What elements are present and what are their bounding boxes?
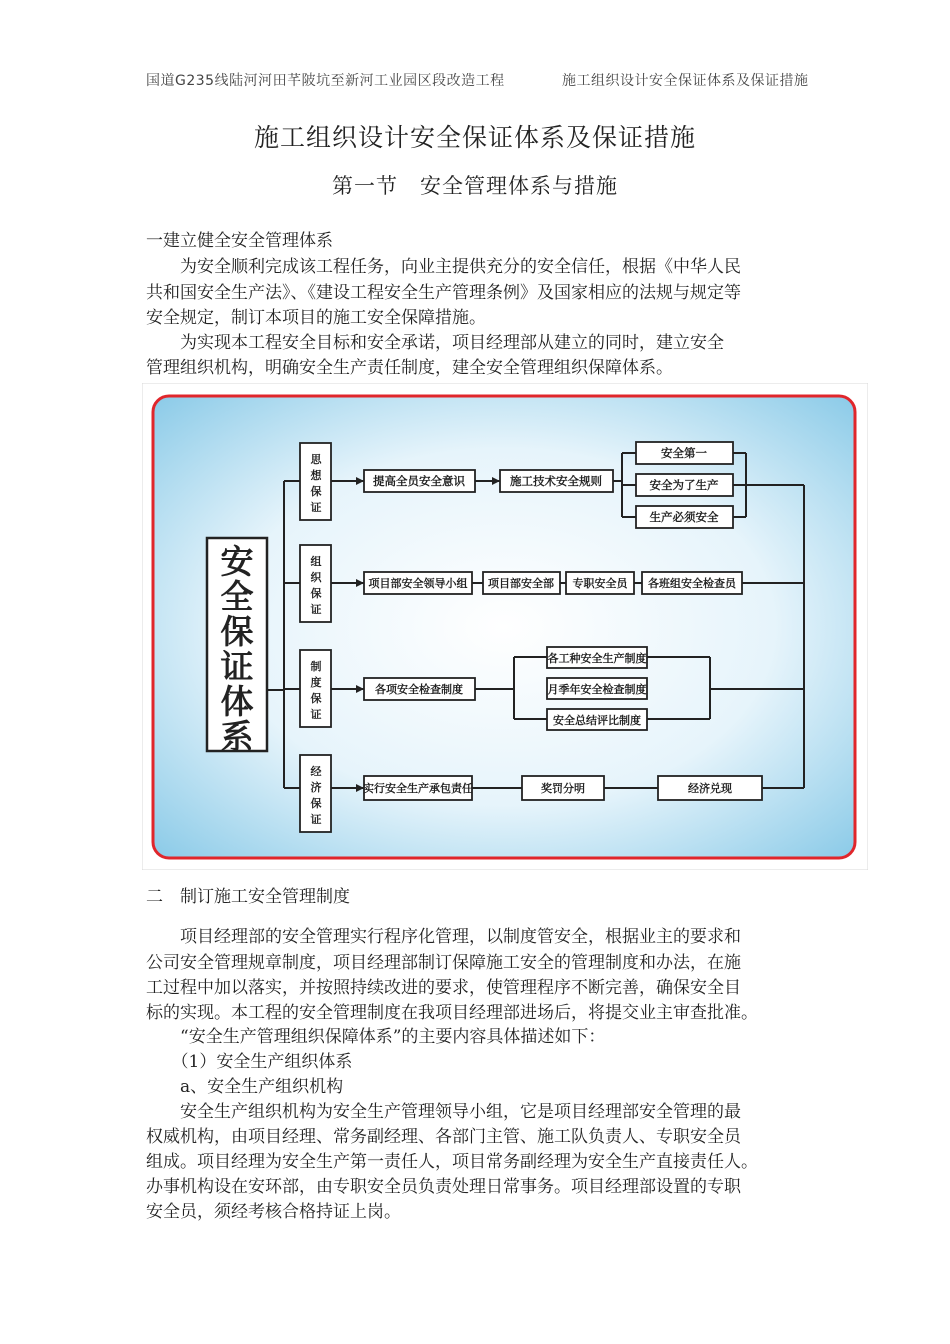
section2-p3-line1: 安全生产组织机构为安全生产管理领导小组，它是项目经理部安全管理的最 xyxy=(146,1102,741,1122)
section2-item-a: a、安全生产组织机构 xyxy=(146,1077,344,1097)
branch-char: 证 xyxy=(310,501,322,514)
node-rewards-penalties-label: 奖罚分明 xyxy=(541,782,585,795)
section1-p1-line3: 安全规定，制订本项目的施工安全保障措施。 xyxy=(146,308,486,328)
section2-p1-line3: 工过程中加以落实，并按照持续改进的要求，使管理程序不断完善，确保安全目 xyxy=(146,978,741,998)
section2-p1-line1: 项目经理部的安全管理实行程序化管理，以制度管安全，根据业主的要求和 xyxy=(146,927,741,947)
branch-char: 经 xyxy=(310,765,322,778)
section1-p2-line1: 为实现本工程安全目标和安全承诺，项目经理部从建立的同时，建立安全 xyxy=(146,333,724,353)
section2-p3-line4: 办事机构设在安环部，由专职安全员负责处理日常事务。项目经理部设置的专职 xyxy=(146,1177,741,1197)
node-technical-rules-label: 施工技术安全规则 xyxy=(510,474,602,488)
main-label-char: 体 xyxy=(220,682,254,721)
node-team-inspector-label: 各班组安全检查员 xyxy=(648,577,736,590)
header-right: 施工组织设计安全保证体系及保证措施 xyxy=(562,73,809,89)
leaf-label: 生产必须安全 xyxy=(649,510,719,524)
leaf-label: 安全总结评比制度 xyxy=(553,714,641,727)
branch-char: 保 xyxy=(310,485,322,498)
section2-heading: 二 制订施工安全管理制度 xyxy=(146,887,350,907)
node-improve-awareness-label: 提高全员安全意识 xyxy=(373,474,465,488)
branch-char: 济 xyxy=(310,781,322,794)
branch-char: 保 xyxy=(310,587,322,600)
node-inspection-system-label: 各项安全检查制度 xyxy=(375,683,463,696)
node-safety-officer-label: 专职安全员 xyxy=(572,577,628,590)
main-label-char: 安 xyxy=(220,542,254,581)
branch-char: 想 xyxy=(310,469,322,482)
section1-p1-line1: 为安全顺利完成该工程任务，向业主提供充分的安全信任，根据《中华人民 xyxy=(146,257,741,277)
branch-char: 思 xyxy=(310,453,322,466)
section1-p2-line2: 管理组织机构，明确安全生产责任制度，建全安全管理组织保障体系。 xyxy=(146,358,673,378)
leaf-label: 安全第一 xyxy=(661,446,707,460)
section1-p1-line2: 共和国安全生产法》、《建设工程安全生产管理条例》及国家相应的法规与规定等 xyxy=(146,283,741,303)
main-label-char: 证 xyxy=(220,647,254,686)
branch-char: 保 xyxy=(310,797,322,810)
section2-item1: （1）安全生产组织体系 xyxy=(146,1052,353,1072)
section2-p3-line3: 组成。项目经理为安全生产第一责任人，项目常务副经理为安全生产直接责任人。 xyxy=(146,1152,758,1172)
branch-char: 保 xyxy=(310,692,322,705)
section1-heading: 一建立健全安全管理体系 xyxy=(146,231,333,251)
leaf-label: 各工种安全生产制度 xyxy=(547,652,647,665)
main-label-char: 系 xyxy=(220,717,254,756)
node-contract-responsibility-label: 实行安全生产承包责任 xyxy=(363,782,473,795)
safety-system-diagram xyxy=(142,383,868,870)
node-safety-department-label: 项目部安全部 xyxy=(488,577,554,590)
section2-p3-line2: 权威机构，由项目经理、常务副经理、各部门主管、施工队负责人、专职安全员 xyxy=(146,1127,741,1147)
branch-char: 组 xyxy=(310,555,322,568)
section-title: 第一节 安全管理体系与措施 xyxy=(332,174,618,198)
section2-p2: “安全生产管理组织保障体系”的主要内容具体描述如下： xyxy=(146,1027,606,1047)
section2-p3-line5: 安全员，须经考核合格持证上岗。 xyxy=(146,1202,401,1222)
node-leadership-group-label: 项目部安全领导小组 xyxy=(368,577,468,590)
main-label-char: 保 xyxy=(220,612,254,651)
section2-p1-line2: 公司安全管理规章制度，项目经理部制订保障施工安全的管理制度和办法，在施 xyxy=(146,953,741,973)
leaf-label: 安全为了生产 xyxy=(649,478,719,492)
branch-char: 证 xyxy=(310,708,322,721)
main-label-char: 全 xyxy=(220,577,254,616)
branch-char: 证 xyxy=(310,603,322,616)
branch-char: 织 xyxy=(310,571,322,584)
page-title: 施工组织设计安全保证体系及保证措施 xyxy=(253,123,696,152)
branch-char: 证 xyxy=(310,813,322,826)
branch-char: 制 xyxy=(310,660,322,673)
header-left: 国道G235线陆河河田芊陂坑至新河工业园区段改造工程 xyxy=(146,73,505,89)
node-economic-fulfillment-label: 经济兑现 xyxy=(688,782,732,795)
section2-p1-line4: 标的实现。本工程的安全管理制度在我项目经理部进场后，将提交业主审查批准。 xyxy=(146,1003,758,1023)
leaf-label: 月季年安全检查制度 xyxy=(547,683,647,696)
branch-char: 度 xyxy=(310,676,322,689)
